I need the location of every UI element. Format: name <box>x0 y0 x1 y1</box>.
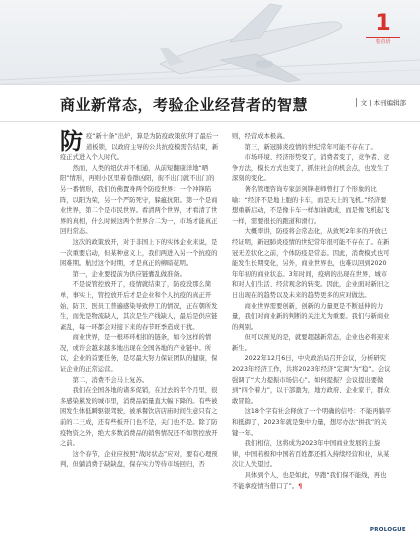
paragraph: 这18个字有社会释放了一个明确的信号：不能再躺平和抵御了，2023年就是集中力量，想尽办法“拼我”的关键一年。 <box>232 408 392 437</box>
header-banner <box>0 0 420 84</box>
issue-tab <box>366 12 400 46</box>
byline: 文 | 本刊编辑部 <box>356 98 406 107</box>
right-column <box>232 132 392 492</box>
paragraph: 我们相信，这将成为2023年中国商业发展的主旋律，中国若极和中国若百姓都还抓入持续经营和业，从某次让人失望过。 <box>232 440 390 469</box>
issue-label: 卷首语 <box>366 37 400 46</box>
paragraph: 则，经营成本极高。 <box>232 133 289 140</box>
paragraph: 市场环境、经济形势变了，消费者变了，竞争者、竞争方法，模长方式也变了，抓住社会的机会点，也发生了深刻的变化。 <box>232 154 390 183</box>
paragraph: 著名管理咨询专家彭剑锋老师曾打了个形象的比喻：“经济不是地上胞的卡车，而是天上的飞机。”经济要想重新启动，不是像卡车一样加油就成，而是像飞机起飞一样，需要很长的跑道和滑行。 <box>232 185 390 225</box>
airplane-illustration <box>0 0 420 84</box>
end-mark: ¶ <box>298 482 303 490</box>
left-column <box>60 129 220 471</box>
section-footer: PROLOGUE <box>369 527 406 533</box>
paragraph: 商业世界需要创新，创新的力量更是不断延伸的力量，我们对商业新的判断的关注尤为重要。我们与新商业的判别。 <box>232 302 390 331</box>
paragraph: 但可以预见的是，就要超越新常态，企业也必将迎来新生。 <box>232 334 390 352</box>
issue-number: 1 <box>375 11 391 36</box>
paragraph: 第一，企业要提前为供应链囊乱做准备。 <box>72 270 186 278</box>
paragraph: 商业世界，是一根环环相扣的链条，如今这样的情况，或许会越来越多地出现在全国各地的产业链中。所以，企业的首要任务，是尽最大努力保证团队的健康，保证企业的正常运营。 <box>60 334 218 374</box>
paragraph: 第三，新冠肺炎疫情的世纪常年可能不存在了。 <box>244 143 377 151</box>
paragraph: 2022年12月6日，中央政治局召开会议，分析研究2023年经济工作，共将2023年经济“定调”为“稳”。会议强调了“大力提振市场信心”。如何提振？会议提出要做到“四个着力”，以干部激为，地方政府、企业家干，群众敢冒险。 <box>232 355 391 405</box>
paragraph-text: 具体到个人，也是如此，早跑“我们保不能线，再也不能拿疫情当借口了”。 <box>232 472 387 490</box>
paragraph: 不是说管控放开了，疫情就结束了，防疫没那么简单，事实上，管控放开后才是企业和个人抗疫的真正开始，防卫、医员工普遍感染导致停工的情况，正在朝所发生，而先是物流缺人，其次是生产线缺人，最后是供应链紊乱，每一环都会对接下来的春节旺季造成干扰。 <box>60 281 218 331</box>
title-band <box>0 84 420 122</box>
paragraph: 我们在全国各地的诸多促销，在过去的半个月里，很多感染累发的城市里，消费品销量直大幅下降的。有些被困发生体低瞬驱银驾驶，被承餐饮店店庙时间生意只有之前的二三成，还有些板开门也不是，关门也不是。除了防疫物资之外，绝大多数消费品的销售情况还不如管控放开之前。 <box>60 387 218 448</box>
drop-cap: 防 <box>60 129 83 155</box>
paragraph: 第二，消费不会马上复苏。 <box>72 376 149 384</box>
last-paragraph <box>232 471 392 492</box>
paragraph: 这次的政策放开，对于非国上下的实体企业来说，是一次重要启动，但某种意义上，我们两进入另一个抗疫的困难期。航过这个时期，才是真正的柳暗花明。 <box>60 238 218 268</box>
paragraph: 这个春节，企业应按照“战时状态”应对，要有心理预判，但躺消费于缺缺盘，保存实力等待市场回归，否 <box>60 450 218 469</box>
paragraph: 然而，人类的纽伏并不相通，从前短翻康洋地“晒阳”情形，再则小区里着卷群凶阳，街不出门就不出门的另一番情形，我们仿佛置身两个防疫世界：一个冲锋陷阵，以阳为荣，另一个严防死守，躲瘟抗阳。第一个是商业世界，第二个是市民世界。看清两个世界，才看清了世界的真相，什么时候这两个世界合二为一，市场才能真正回归常态。 <box>60 164 218 236</box>
paragraph: 疫“新十条”出炉，算是为防疫政策依拜了最后一道板锁，以政府主导的公共抗疫模需告结束，新疫正式进入个人时代。 <box>60 133 219 162</box>
paragraph: 大概率讲，防疫将会常态化，从致死2年多的开放已经证明，新冠肺炎疫情的世纪常年很可能不存在了。在新冠无差状化之前，个体防疫是常态。因此，消费模式也可能发生长期变化，另外，商业世界也，也难以回到2020年年初的商业状态。3年时间，疫病的出现在世界、城市和对人们生活、经营观念的转变。因此，企业面对新旧之日出现在的趋势以及未来的趋势更多的应对做法。 <box>232 228 390 299</box>
article-title: 商业新常态，考验企业经营者的智慧 <box>60 96 309 114</box>
